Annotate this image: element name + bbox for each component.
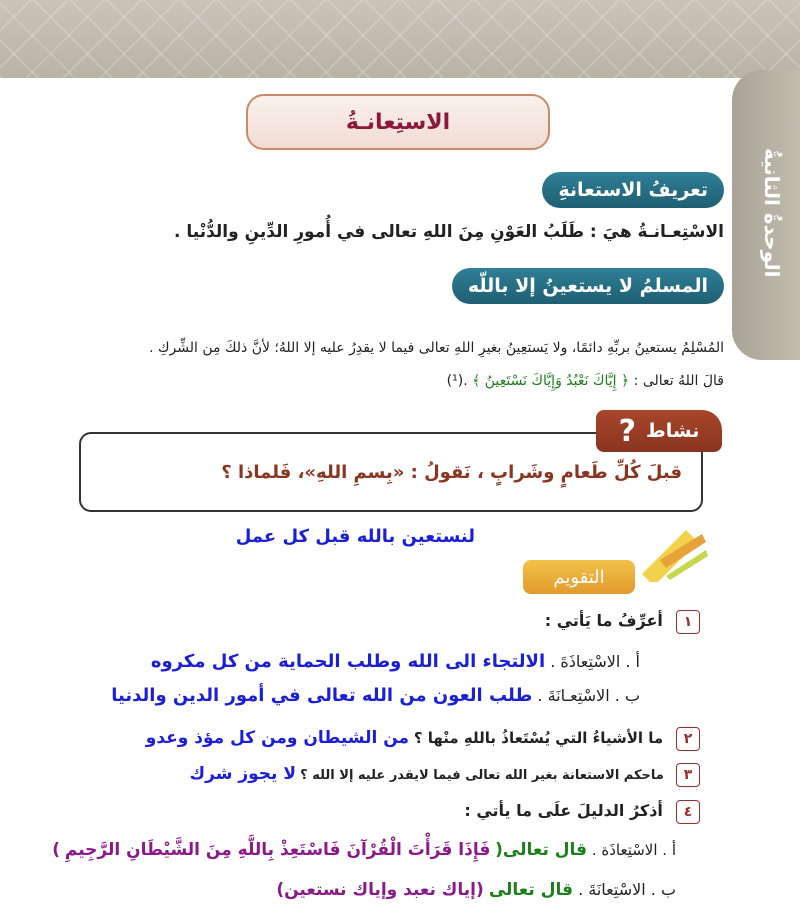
q4b-label: ب . الاسْتِعانَةَ . (578, 880, 676, 899)
q4-text: أذكرُ الدليلَ علَى ما يأتي : (464, 801, 663, 820)
decorative-banner (0, 0, 800, 78)
evaluation-badge: التقويم (523, 560, 635, 594)
footnote-ref: .(¹) (446, 373, 468, 389)
q4a-verse: فَإِذَا قَرَأْتَ الْقُرْآنَ فَاسْتَعِذْ بِاللَّهِ مِنَ الشَّيْطَانِ الرَّجِيمِ (64, 840, 491, 860)
q2-answer: من الشيطان ومن كل مؤذ وعدو (145, 728, 410, 748)
pen-icon (636, 520, 708, 582)
q2-line (146, 727, 700, 751)
q3-number: ٣ (676, 763, 700, 787)
q4b-line (276, 880, 676, 900)
q4a-close: ) (52, 840, 61, 860)
verse-text: ﴿ إِيَّاكَ نَعْبُدُ وَإِيَّاكَ نَسْتَعِينُ ﴾ (472, 373, 630, 389)
unit-label: الوحدةُ الثانيةُ (760, 148, 784, 278)
q3-answer: لا يجوز شرك (189, 764, 296, 784)
q1a-label: أ . الاسْتِعاذَةَ . (550, 652, 640, 671)
q4-number: ٤ (676, 800, 700, 824)
q2-number: ٢ (676, 727, 700, 751)
q1-line (545, 610, 700, 634)
q4a-label: أ . الاسْتِعاذَة . (591, 841, 676, 859)
q1b-label: ب . الاسْتِعـانَةَ . (537, 686, 640, 705)
question-mark-icon: ? (618, 413, 637, 449)
q4-line (464, 800, 700, 824)
verse-line (447, 373, 724, 389)
activity-label: نشاط (646, 420, 700, 442)
q3-line (190, 763, 700, 787)
q1a-line (151, 651, 640, 672)
section-heading-definition: تعريفُ الاستعانةِ (542, 172, 724, 208)
q1-text: أعرِّفُ ما يَأتي : (544, 611, 663, 630)
activity-tag (596, 410, 722, 452)
q4b-prefix: قال تعالى (488, 880, 573, 900)
definition-text: الاسْتِعـانـةُ هيَ : طَلَبُ العَوْنِ مِنَ اللهِ تعالى في أُمورِ الدِّينِ والدُّنْيا . (174, 222, 724, 242)
activity-question: قبلَ كُلِّ طَعامٍ وشَرابٍ ، نَقولُ : «بِسمِ اللهِ»، فَلماذا ؟ (221, 462, 682, 483)
q2-text: ما الأشياءُ التي يُسْتَعاذُ باللهِ منْها ؟ (413, 729, 664, 747)
quote-intro: قالَ اللهُ تعالى : (633, 373, 724, 389)
paragraph-text: المُسْلِمُ يستعينُ بربِّهِ دائمًا، ولا يَستعِينُ بغيرِ اللهِ تعالى فيما لا يقدِرُ عليه إلا اللهُ؛ لأنَّ ذلكَ مِن الشِّركِ . (149, 340, 724, 356)
q4b-verse: (إياك نعبد وإياك نستعين) (276, 880, 484, 900)
q1b-answer: طلب العون من الله تعالى في أمور الدين والدنيا (111, 685, 533, 706)
unit-side-tab (732, 70, 800, 360)
q4a-line (52, 840, 676, 860)
q4a-prefix: قال تعالى( (495, 840, 588, 860)
q1a-answer: الالتجاء الى الله وطلب الحماية من كل مكروه (150, 651, 546, 672)
lesson-title: الاستِعانـةُ (246, 94, 550, 150)
q1b-line (111, 685, 640, 706)
q1-number: ١ (676, 610, 700, 634)
q3-text: ماحكم الاستعانة بغير الله تعالى فيما لايقدر عليه إلا الله ؟ (300, 768, 664, 783)
section-heading-muslim: المسلمُ لا يستعينُ إلا باللّه (452, 268, 724, 304)
activity-answer: لنستعين بالله قبل كل عمل (235, 526, 475, 547)
